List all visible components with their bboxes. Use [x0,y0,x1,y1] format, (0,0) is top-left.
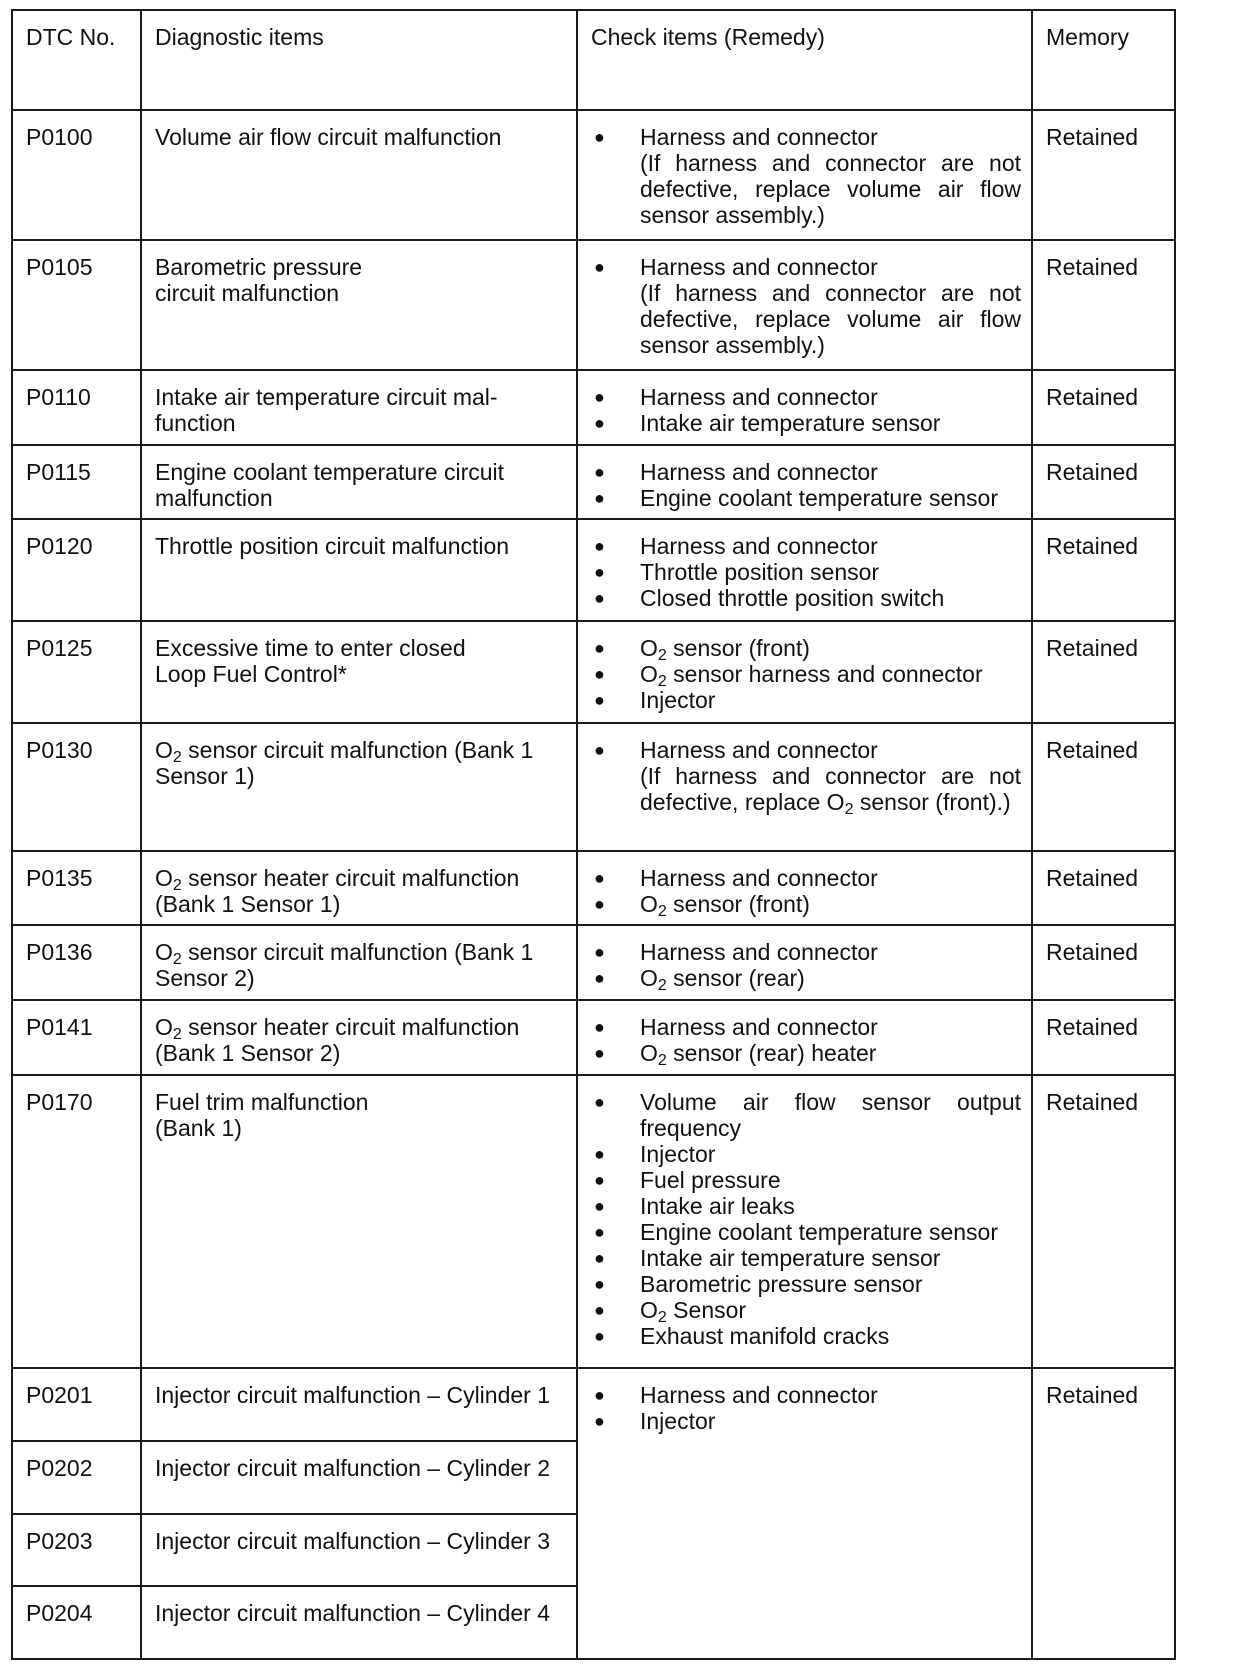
memory-status: Retained [1032,240,1175,369]
check-item: ● Harness and connector [591,1382,1021,1408]
diagnostic-item [141,240,577,369]
table-row [12,723,1175,850]
text-segment: sensor circuit malfunction (Bank 1 Sensor 1) [155,737,534,790]
check-item [591,939,1021,965]
text-segment: Intake air leaks [640,1192,795,1219]
check-item [591,1245,1021,1271]
dtc-code: P0201 [12,1368,141,1441]
diagnostic-item [141,851,577,926]
text-segment: O [640,965,658,992]
check-list [591,864,1021,920]
check-list [591,459,1021,511]
check-item [591,687,1021,713]
dtc-code: P0130 [12,723,141,850]
memory-status: Retained [1032,1000,1175,1075]
table-row [12,1075,1175,1369]
check-items [577,110,1032,240]
diagnostic-item [141,110,577,240]
text-segment: O [640,635,658,662]
text-segment: O [155,864,173,891]
table-row [12,110,1175,240]
text-segment: Sensor [666,1296,747,1323]
text-segment: Harness and connector [640,864,878,891]
check-list [591,124,1021,228]
check-item [591,533,1021,559]
table-body [12,10,1175,1659]
subscript: 2 [844,801,854,819]
text-segment: Harness and connector [640,123,878,150]
subscript: 2 [657,902,667,920]
diagnostic-line: malfunction [155,484,273,511]
diagnostic-line: (Bank 1) [155,1114,242,1141]
diagnostic-item [141,925,577,1000]
diagnostic-line: Excessive time to enter closed [155,635,466,662]
check-item [591,485,1021,511]
text-segment: sensor (front) [666,635,810,662]
text-segment: Volume air flow circuit malfunction [155,123,502,150]
check-item [591,410,1021,436]
table-row [12,1368,1175,1441]
check-note [591,280,1021,358]
text-segment: sensor circuit malfunction (Bank 1 Sensor 2) [155,939,534,992]
table-row [12,925,1175,1000]
text-segment: Exhaust manifold cracks [640,1322,890,1349]
dtc-code: P0204 [12,1586,141,1659]
check-item [591,585,1021,611]
check-list [591,1382,1021,1434]
text-segment: Intake air temperature sensor [640,409,941,436]
check-item: ● Injector [591,1408,1021,1434]
check-item [591,384,1021,410]
check-item [591,1167,1021,1193]
memory-status: Retained [1032,1368,1175,1659]
check-item [591,1296,1021,1326]
table-row [12,445,1175,520]
text-segment: Throttle position sensor [640,559,880,586]
check-item [591,1141,1021,1167]
header-diagnostic: Diagnostic items [141,10,577,110]
text-segment: O [640,1040,658,1067]
check-items [577,925,1032,1000]
check-items [577,519,1032,621]
dtc-code: P0202 [12,1441,141,1514]
text-segment: Harness and connector [640,383,878,410]
text-segment: O [640,890,658,917]
check-item [591,661,1021,691]
text-segment: O [155,1014,173,1041]
check-list [591,737,1021,819]
table-row [12,621,1175,723]
check-item [591,737,1021,763]
diagnostic-item [141,370,577,445]
subscript: 2 [657,1308,667,1326]
text-segment: (If harness and connector are not defective, replace volume air flow sensor assembly.) [640,149,1021,228]
text-segment: Harness and connector [640,533,878,560]
check-note [591,150,1021,228]
dtc-code: P0120 [12,519,141,621]
diagnostic-item: Injector circuit malfunction – Cylinder 2 [141,1441,577,1514]
memory-status: Retained [1032,925,1175,1000]
text-segment: Harness and connector [640,1014,878,1041]
check-item [591,124,1021,150]
text-segment: O [640,1296,658,1323]
subscript: 2 [657,647,667,665]
diagnostic-line: Intake air temperature circuit mal- [155,383,498,410]
diagnostic-line: Engine coolant temperature circuit [155,458,505,485]
diagnostic-item: Injector circuit malfunction – Cylinder 1 [141,1368,577,1441]
check-items [577,621,1032,723]
subscript: 2 [657,673,667,691]
table-row [12,1000,1175,1075]
text-segment: sensor (rear) heater [666,1040,877,1067]
check-item [591,1040,1021,1070]
memory-status: Retained [1032,621,1175,723]
subscript: 2 [172,1026,182,1044]
check-item [591,1219,1021,1245]
dtc-code: P0136 [12,925,141,1000]
dtc-table [11,9,1176,1660]
diagnostic-item [141,1075,577,1369]
subscript: 2 [657,1052,667,1070]
diagnostic-item: Injector circuit malfunction – Cylinder 4 [141,1586,577,1659]
diagnostic-line: Loop Fuel Control* [155,661,347,688]
check-item [591,254,1021,280]
check-list [591,635,1021,713]
dtc-code: P0100 [12,110,141,240]
check-items [577,370,1032,445]
check-list [591,384,1021,436]
check-item [591,1089,1021,1141]
diagnostic-line: Barometric pressure [155,254,363,281]
dtc-code: P0110 [12,370,141,445]
text-segment: Fuel pressure [640,1166,781,1193]
check-list [591,1014,1021,1070]
text-segment: (If harness and connector are not defective, replace O [640,763,1021,816]
text-segment: (If harness and connector are not defective, replace volume air flow sensor assembly.) [640,280,1021,359]
memory-status: Retained [1032,519,1175,621]
dtc-code: P0203 [12,1514,141,1587]
check-item [591,865,1021,891]
dtc-code: P0135 [12,851,141,926]
check-items [577,851,1032,926]
check-item [591,1271,1021,1297]
diagnostic-item [141,621,577,723]
subscript: 2 [172,876,182,894]
check-items [577,723,1032,850]
diagnostic-item [141,519,577,621]
table-row [12,851,1175,926]
dtc-code: P0170 [12,1075,141,1369]
header-memory: Memory [1032,10,1175,110]
text-segment: O [155,939,173,966]
diagnostic-line: Fuel trim malfunction [155,1088,369,1115]
text-segment: sensor (rear) [666,965,805,992]
table-row [12,370,1175,445]
table-row [12,240,1175,369]
text-segment: Injector [640,1140,716,1167]
dtc-code: P0115 [12,445,141,520]
check-items [577,445,1032,520]
check-item [591,1323,1021,1349]
check-items [577,1000,1032,1075]
check-note [591,763,1021,819]
subscript: 2 [657,977,667,995]
check-item [591,890,1021,920]
dtc-code: P0105 [12,240,141,369]
check-item [591,459,1021,485]
text-segment: sensor (front).) [853,789,1011,816]
check-list [591,1089,1021,1349]
check-list [591,939,1021,995]
header-dtc: DTC No. [12,10,141,110]
text-segment: O [640,661,658,688]
text-segment: Harness and connector [640,458,878,485]
text-segment: Engine coolant temperature sensor [640,1218,998,1245]
table-row [12,519,1175,621]
text-segment: Throttle position circuit malfunction [155,533,510,560]
text-segment: sensor heater circuit malfunction (Bank 1 Sensor 1) [155,864,520,917]
check-item [591,965,1021,995]
check-item [591,1014,1021,1040]
check-items [577,1368,1032,1659]
check-items [577,240,1032,369]
text-segment: Closed throttle position switch [640,585,945,612]
header-check: Check items (Remedy) [577,10,1032,110]
check-item [591,559,1021,585]
memory-status: Retained [1032,370,1175,445]
subscript: 2 [172,951,182,969]
subscript: 2 [172,749,182,767]
text-segment: sensor (front) [666,890,810,917]
diagnostic-item: Injector circuit malfunction – Cylinder 3 [141,1514,577,1587]
text-segment: sensor harness and connector [666,661,983,688]
diagnostic-line: circuit malfunction [155,280,340,307]
dtc-code: P0125 [12,621,141,723]
text-segment: Harness and connector [640,939,878,966]
text-segment: sensor heater circuit malfunction (Bank 1 Sensor 2) [155,1014,520,1067]
text-segment: Barometric pressure sensor [640,1270,923,1297]
check-list [591,533,1021,611]
diagnostic-line: function [155,409,236,436]
memory-status: Retained [1032,1075,1175,1369]
memory-status: Retained [1032,110,1175,240]
check-items [577,1075,1032,1369]
check-list [591,254,1021,358]
check-item [591,635,1021,665]
dtc-code: P0141 [12,1000,141,1075]
text-segment: Harness and connector [640,254,878,281]
text-segment: O [155,737,173,764]
check-item [591,1193,1021,1219]
text-segment: Harness and connector [640,737,878,764]
text-segment: Volume air flow sensor output frequency [640,1088,1021,1141]
memory-status: Retained [1032,723,1175,850]
header-row [12,10,1175,110]
diagnostic-item [141,445,577,520]
text-segment: Engine coolant temperature sensor [640,484,998,511]
text-segment: Intake air temperature sensor [640,1244,941,1271]
memory-status: Retained [1032,445,1175,520]
diagnostic-item [141,723,577,850]
diagnostic-item [141,1000,577,1075]
memory-status: Retained [1032,851,1175,926]
text-segment: Injector [640,687,716,714]
